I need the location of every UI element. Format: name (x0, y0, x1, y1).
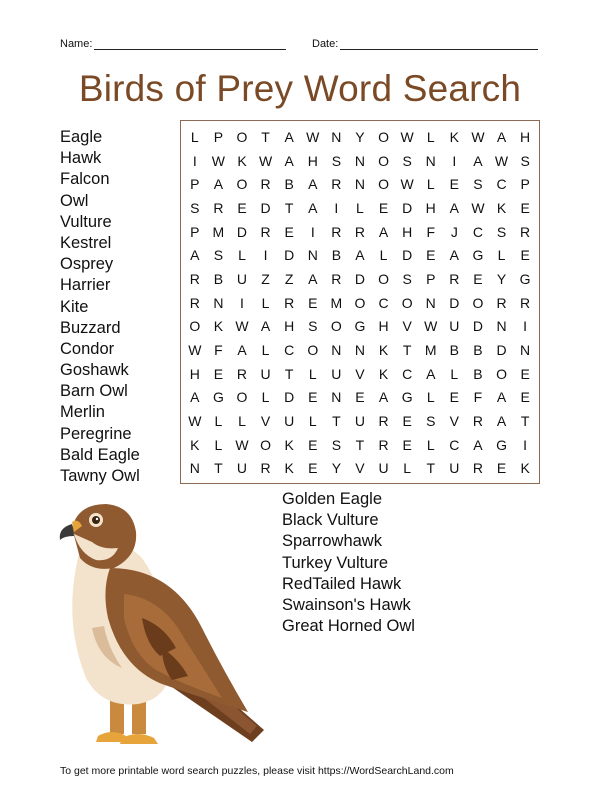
grid-cell[interactable]: T (261, 128, 270, 145)
grid-cell[interactable]: D (236, 223, 248, 240)
grid-cell[interactable]: F (426, 223, 436, 240)
grid-row (183, 172, 537, 196)
grid-cell[interactable]: S (331, 436, 342, 453)
word-item: RedTailed Hawk (282, 574, 402, 593)
grid-cell[interactable]: W (211, 152, 225, 169)
grid-cell[interactable]: N (354, 342, 366, 359)
page-title: Birds of Prey Word Search (78, 68, 522, 109)
grid-cell[interactable]: I (310, 223, 315, 240)
grid-cell[interactable]: U (354, 413, 366, 430)
grid-cell[interactable]: V (355, 460, 365, 477)
grid-cell[interactable]: W (235, 436, 249, 453)
grid-cell[interactable]: L (426, 176, 435, 193)
word-item: Bald Eagle (60, 445, 140, 464)
grid-cell[interactable]: L (403, 460, 412, 477)
grid-cell[interactable]: G (354, 318, 366, 335)
grid-cell[interactable]: R (354, 223, 366, 240)
grid-cell[interactable]: A (473, 436, 483, 453)
grid-cell[interactable]: R (472, 413, 483, 430)
grid-cell[interactable]: T (284, 365, 294, 382)
grid-cell[interactable]: V (260, 413, 271, 430)
grid-cell[interactable]: H (520, 128, 531, 145)
grid-cell[interactable]: G (519, 270, 531, 287)
grid-cell[interactable]: O (307, 342, 319, 359)
grid-cell[interactable]: O (378, 176, 389, 193)
word-item: Swainson's Hawk (282, 595, 411, 614)
grid-cell[interactable]: A (284, 128, 294, 145)
grid-row (183, 386, 537, 410)
grid-cell[interactable]: L (214, 436, 223, 453)
grid-cell[interactable]: W (400, 176, 414, 193)
grid-cell[interactable]: O (378, 270, 389, 287)
grid-cell[interactable]: L (261, 389, 270, 406)
grid-cell[interactable]: S (308, 318, 318, 335)
grid-cell[interactable]: H (402, 223, 413, 240)
grid-cell[interactable]: S (496, 223, 507, 240)
grid-cell[interactable]: D (354, 270, 366, 287)
grid-cell[interactable]: E (520, 199, 530, 216)
grid-cell[interactable]: E (308, 436, 318, 453)
grid-cell[interactable]: O (354, 294, 366, 311)
hawk-illustration (52, 498, 284, 760)
grid-cell[interactable]: E (213, 365, 224, 382)
grid-cell[interactable]: D (284, 247, 295, 264)
grid-cell[interactable]: D (402, 247, 413, 264)
grid-cell[interactable]: U (260, 365, 271, 382)
word-item: Eagle (60, 128, 103, 146)
grid-cell[interactable]: N (331, 128, 342, 145)
grid-cell[interactable]: A (473, 152, 483, 169)
grid-cell[interactable]: E (402, 436, 412, 453)
grid-cell[interactable]: E (308, 294, 318, 311)
grid-row (183, 220, 537, 244)
grid-row (183, 409, 537, 433)
grid-cell[interactable]: A (496, 413, 507, 430)
grid-cell[interactable]: C (496, 176, 507, 193)
grid-cell[interactable]: S (213, 247, 224, 264)
grid-cell[interactable]: K (520, 460, 530, 477)
grid-cell[interactable]: T (402, 342, 412, 359)
grid-cell[interactable]: I (334, 199, 339, 216)
grid-cell[interactable]: E (284, 223, 294, 240)
grid-cell[interactable]: R (189, 294, 200, 311)
word-item: Condor (60, 339, 115, 358)
grid-cell[interactable]: H (189, 365, 200, 382)
grid-cell[interactable]: L (426, 128, 435, 145)
grid-cell[interactable]: K (190, 436, 200, 453)
grid-cell[interactable]: E (496, 460, 507, 477)
grid-cell[interactable]: N (354, 176, 366, 193)
grid-cell[interactable]: R (331, 176, 342, 193)
grid-cell[interactable]: E (520, 247, 530, 264)
grid-cell[interactable]: K (237, 152, 247, 169)
grid-cell[interactable]: B (284, 176, 294, 193)
grid-cell[interactable]: C (472, 223, 483, 240)
grid-cell[interactable]: K (378, 342, 389, 359)
grid-cell[interactable]: K (284, 436, 294, 453)
grid-cell[interactable]: L (379, 247, 388, 264)
grid-cell[interactable]: E (520, 365, 530, 382)
grid-cell[interactable]: Z (284, 270, 294, 287)
grid-cell[interactable]: S (402, 152, 412, 169)
grid-cell[interactable]: B (449, 342, 459, 359)
letter-grid (180, 120, 540, 484)
grid-cell[interactable]: D (449, 294, 460, 311)
grid-cell[interactable]: H (425, 199, 436, 216)
grid-cell[interactable]: Y (355, 128, 365, 145)
grid-cell[interactable]: O (189, 318, 201, 335)
grid-row (183, 196, 537, 220)
grid-cell[interactable]: R (260, 460, 271, 477)
grid-cell[interactable]: A (449, 199, 459, 216)
grid-cell[interactable]: S (520, 152, 530, 169)
grid-cell[interactable]: C (449, 436, 460, 453)
grid-cell[interactable]: K (449, 128, 459, 145)
grid-cell[interactable]: U (331, 365, 342, 382)
grid-cell[interactable]: T (214, 460, 223, 477)
word-item: Owl (60, 191, 89, 210)
word-item: Buzzard (60, 318, 121, 337)
grid-cell[interactable]: I (523, 436, 528, 453)
grid-cell[interactable]: L (426, 436, 435, 453)
grid-cell[interactable]: Y (496, 270, 507, 287)
grid-cell[interactable]: E (473, 270, 483, 287)
word-item: Goshawk (60, 361, 129, 380)
grid-cell[interactable]: I (452, 152, 457, 169)
word-item: Kite (60, 297, 89, 316)
grid-cell[interactable]: A (284, 152, 294, 169)
grid-cell[interactable]: U (236, 270, 248, 287)
grid-cell[interactable]: N (425, 152, 436, 169)
grid-cell[interactable]: E (520, 389, 530, 406)
grid-row (183, 125, 537, 149)
name-field[interactable] (60, 38, 286, 50)
grid-cell[interactable]: R (189, 270, 200, 287)
grid-cell[interactable]: E (449, 176, 459, 193)
grid-cell[interactable]: K (496, 199, 507, 216)
grid-cell[interactable]: V (402, 318, 412, 335)
grid-cell[interactable]: W (188, 342, 202, 359)
grid-cell[interactable]: S (473, 176, 483, 193)
word-item: Black Vulture (282, 511, 379, 530)
grid-cell[interactable]: E (237, 199, 247, 216)
grid-cell[interactable]: S (426, 413, 436, 430)
grid-cell[interactable]: D (284, 389, 295, 406)
grid-cell[interactable]: A (190, 247, 200, 264)
grid-cell[interactable]: I (240, 294, 244, 311)
grid-cell[interactable]: A (426, 365, 436, 382)
grid-cell[interactable]: A (449, 247, 459, 264)
grid-cell[interactable]: T (284, 199, 294, 216)
grid-cell[interactable]: H (378, 318, 389, 335)
grid-cell[interactable]: L (190, 128, 199, 145)
word-item: Merlin (60, 403, 105, 422)
grid-cell[interactable]: D (496, 342, 507, 359)
grid-cell[interactable]: M (424, 342, 437, 359)
grid-cell[interactable]: K (284, 460, 294, 477)
grid-cell[interactable]: U (449, 460, 460, 477)
word-item: Hawk (60, 149, 102, 168)
grid-cell[interactable]: E (402, 413, 412, 430)
grid-cell[interactable]: O (260, 436, 272, 453)
grid-cell[interactable]: A (496, 128, 507, 145)
grid-cell[interactable]: K (378, 365, 389, 382)
grid-row (183, 457, 537, 481)
word-item: Vulture (60, 212, 112, 231)
grid-cell[interactable]: H (307, 152, 318, 169)
grid-cell[interactable]: N (425, 294, 436, 311)
grid-cell[interactable]: L (238, 247, 246, 264)
grid-cell[interactable]: N (189, 460, 200, 477)
word-item: Falcon (60, 170, 110, 189)
grid-cell[interactable]: R (378, 436, 389, 453)
grid-cell[interactable]: D (402, 199, 413, 216)
date-label: Date: (312, 38, 339, 50)
grid-cell[interactable]: T (426, 460, 436, 477)
grid-cell[interactable]: R (260, 223, 271, 240)
grid-cell[interactable]: U (236, 460, 248, 477)
grid-cell[interactable]: A (213, 176, 224, 193)
grid-cell[interactable]: U (378, 460, 389, 477)
grid-cell[interactable]: V (355, 365, 365, 382)
grid-cell[interactable]: E (308, 389, 318, 406)
grid-cell[interactable]: C (402, 365, 413, 382)
grid-cell[interactable]: F (214, 342, 223, 359)
grid-cell[interactable]: O (236, 128, 248, 145)
grid-cell[interactable]: F (473, 389, 483, 406)
grid-cell[interactable]: O (378, 128, 389, 145)
grid-cell[interactable]: L (238, 413, 246, 430)
grid-cell[interactable]: O (496, 365, 507, 382)
grid-cell[interactable]: C (284, 342, 295, 359)
word-item: Great Horned Owl (282, 617, 415, 636)
grid-cell[interactable]: M (212, 223, 225, 240)
grid-cell[interactable]: G (212, 389, 224, 406)
grid-cell[interactable]: L (214, 413, 223, 430)
grid-cell[interactable]: A (378, 223, 389, 240)
grid-row (183, 291, 537, 315)
grid-cell[interactable]: R (472, 460, 483, 477)
grid-cell[interactable]: U (449, 318, 460, 335)
word-item: Golden Eagle (282, 490, 382, 508)
word-item: Peregrine (60, 424, 132, 443)
grid-row (183, 315, 537, 339)
grid-cell[interactable]: E (378, 199, 389, 216)
word-item: Barn Owl (60, 382, 128, 401)
date-field[interactable] (312, 38, 538, 50)
word-item: Turkey Vulture (282, 553, 389, 572)
grid-cell[interactable]: P (190, 176, 200, 193)
grid-cell[interactable]: L (497, 247, 506, 264)
grid-cell[interactable]: R (213, 199, 224, 216)
grid-cell[interactable]: K (213, 318, 224, 335)
grid-cell[interactable]: R (496, 294, 507, 311)
grid-cell[interactable]: O (472, 294, 484, 311)
grid-cell[interactable]: B (331, 247, 342, 264)
grid-cell[interactable]: W (471, 128, 485, 145)
grid-cell[interactable]: A (260, 318, 271, 335)
grid-cell[interactable]: I (263, 247, 268, 264)
grid-cell[interactable]: B (213, 270, 224, 287)
grid-cell[interactable]: N (520, 342, 531, 359)
word-list-left (60, 127, 140, 487)
grid-cell[interactable]: E (449, 389, 459, 406)
grid-row (183, 338, 537, 362)
grid-cell[interactable]: R (520, 223, 531, 240)
grid-cell[interactable]: W (306, 128, 320, 145)
grid-cell[interactable]: B (473, 365, 483, 382)
grid-cell[interactable]: L (426, 389, 435, 406)
date-line[interactable] (340, 38, 538, 50)
grid-cell[interactable]: T (332, 413, 341, 430)
grid-cell[interactable]: W (424, 318, 438, 335)
grid-cell[interactable]: W (258, 152, 273, 169)
grid-cell[interactable]: M (330, 294, 343, 311)
grid-cell[interactable]: H (284, 318, 295, 335)
grid-cell[interactable]: V (449, 413, 459, 430)
grid-cell[interactable]: R (284, 294, 295, 311)
grid-cell[interactable]: E (308, 460, 318, 477)
grid-cell[interactable]: E (355, 389, 365, 406)
grid-cell[interactable]: L (356, 199, 364, 216)
grid-cell[interactable]: S (331, 152, 342, 169)
grid-cell[interactable]: W (400, 128, 414, 145)
grid-cell[interactable]: W (188, 413, 202, 430)
grid-row (183, 362, 537, 386)
word-list-right (282, 489, 415, 637)
grid-cell[interactable]: T (520, 413, 530, 430)
word-item: Kestrel (60, 233, 112, 252)
grid-cell[interactable]: P (426, 270, 436, 287)
grid-cell[interactable]: S (402, 270, 412, 287)
grid-row (183, 243, 537, 267)
grid-cell[interactable]: Z (261, 270, 270, 287)
grid-cell[interactable]: C (378, 294, 389, 311)
grid-cell[interactable]: D (472, 318, 483, 335)
grid-cell[interactable]: E (426, 247, 436, 264)
grid-cell[interactable]: A (355, 247, 365, 264)
word-item: Tawny Owl (60, 467, 140, 485)
name-line[interactable] (94, 38, 286, 50)
grid-cell[interactable]: A (308, 270, 318, 287)
grid-cell[interactable]: G (472, 247, 484, 264)
grid-row (183, 433, 537, 457)
grid-cell[interactable]: P (190, 223, 200, 240)
grid-cell[interactable]: G (401, 389, 413, 406)
grid-cell[interactable]: I (192, 152, 197, 169)
word-item: Harrier (60, 276, 111, 295)
grid-cell[interactable]: R (331, 270, 342, 287)
grid-cell[interactable]: R (236, 365, 248, 382)
grid-cell[interactable]: R (331, 223, 342, 240)
grid-cell[interactable]: L (308, 365, 317, 382)
grid-cell[interactable]: B (473, 342, 483, 359)
grid-cell[interactable]: A (308, 199, 318, 216)
grid-cell[interactable]: W (471, 199, 485, 216)
grid-cell[interactable]: N (331, 342, 342, 359)
word-item: Osprey (60, 255, 114, 274)
grid-cell[interactable]: R (260, 176, 271, 193)
grid-row (183, 149, 537, 173)
grid-cell[interactable]: R (378, 413, 389, 430)
grid-cell[interactable]: A (237, 342, 247, 359)
grid-cell[interactable]: L (261, 342, 270, 359)
grid-cell[interactable]: Y (331, 460, 342, 477)
name-label: Name: (60, 38, 93, 50)
grid-cell[interactable]: W (235, 318, 249, 335)
grid-cell[interactable]: R (449, 270, 460, 287)
grid-cell[interactable]: O (378, 152, 389, 169)
grid-cell[interactable]: A (190, 389, 200, 406)
grid-cell[interactable]: A (378, 389, 389, 406)
grid-cell[interactable]: O (236, 176, 248, 193)
grid-cell[interactable]: A (496, 389, 507, 406)
word-item: Sparrowhawk (282, 532, 382, 551)
grid-cell[interactable]: N (213, 294, 224, 311)
grid-cell[interactable]: D (260, 199, 271, 216)
grid-cell[interactable]: A (308, 176, 318, 193)
grid-cell[interactable]: N (331, 389, 342, 406)
grid-cell[interactable]: T (355, 436, 365, 453)
grid-cell[interactable]: O (330, 318, 342, 335)
grid-cell[interactable]: O (401, 294, 413, 311)
grid-cell[interactable]: G (496, 436, 507, 453)
grid-row (183, 267, 537, 291)
grid-cell[interactable]: L (308, 413, 317, 430)
grid-cell[interactable]: O (236, 389, 248, 406)
grid-cell[interactable]: P (520, 176, 530, 193)
grid-cell[interactable]: N (496, 318, 507, 335)
grid-cell[interactable]: S (190, 199, 200, 216)
grid-cell[interactable]: J (450, 223, 458, 240)
footer-note: To get more printable word search puzzles, please visit https://WordSearchLand.com (60, 765, 454, 777)
grid-cell[interactable]: I (523, 318, 528, 335)
grid-cell[interactable]: W (494, 152, 509, 169)
grid-cell[interactable]: U (284, 413, 295, 430)
grid-cell[interactable]: P (213, 128, 224, 145)
grid-cell[interactable]: N (307, 247, 318, 264)
grid-cell[interactable]: L (261, 294, 270, 311)
grid-cell[interactable]: R (520, 294, 531, 311)
grid-cell[interactable]: N (354, 152, 366, 169)
grid-cell[interactable]: L (450, 365, 459, 382)
